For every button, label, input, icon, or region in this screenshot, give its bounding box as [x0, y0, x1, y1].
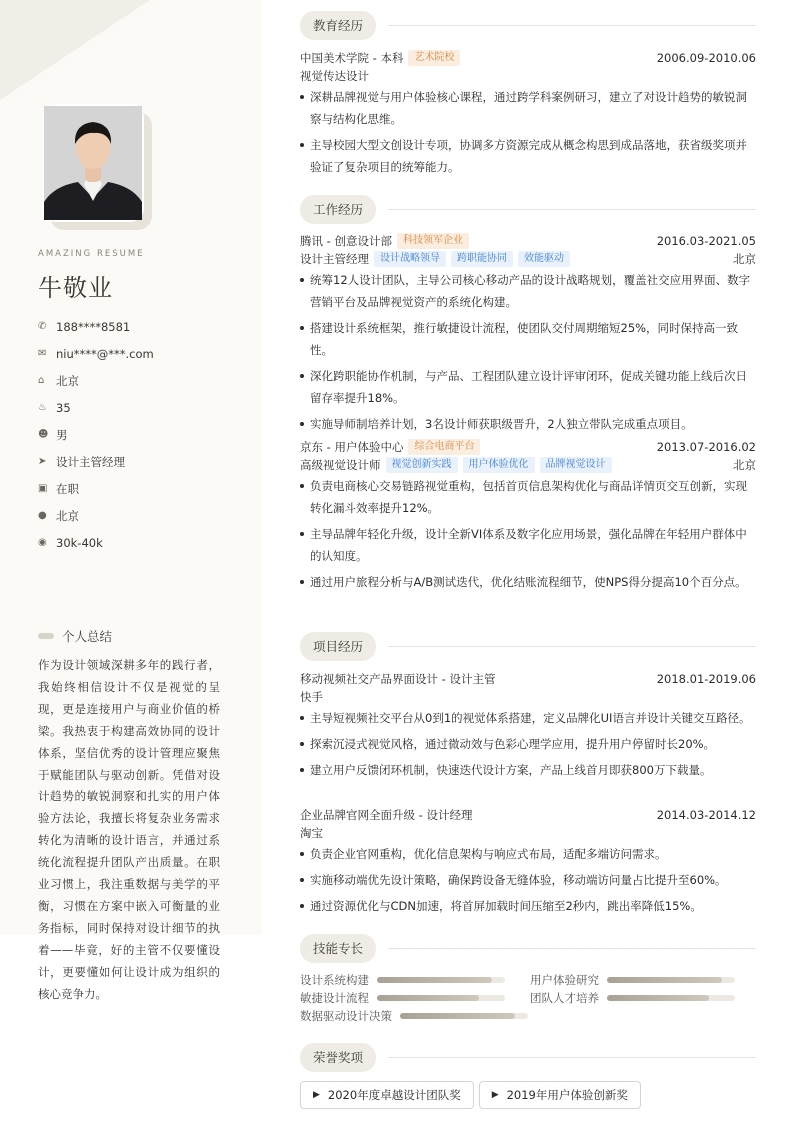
award-badge: ▶ 2020年度卓越设计团队奖 [300, 1081, 474, 1109]
location-icon: ● [38, 510, 47, 521]
section-work-header [300, 195, 756, 224]
play-triangle-icon: ▶ [491, 1090, 499, 1100]
role-tag: 效能驱动 [518, 251, 570, 267]
education-date: 2006.09-2010.06 [656, 51, 756, 65]
info-target-city: ● 北京 [38, 508, 79, 523]
summary-title: 个人总结 [62, 629, 113, 644]
major: 视觉传达设计 [300, 69, 369, 83]
section-education-header [300, 11, 756, 40]
section-divider [388, 25, 756, 26]
work-date: 2013.07-2016.02 [656, 440, 756, 454]
section-divider [388, 948, 756, 949]
project-entry [300, 806, 756, 921]
work-bullets [300, 475, 756, 593]
award-badge: ▶ 2019年用户体验创新奖 [479, 1081, 641, 1109]
info-age: ♨ 35 [38, 400, 71, 415]
list-item: 探索沉浸式视觉风格，通过微动效与色彩心理学应用，提升用户停留时长20%。 [300, 733, 756, 755]
summary-heading [38, 627, 112, 645]
avatar-frame [42, 104, 152, 230]
skill-bar [377, 977, 505, 983]
list-item: 通过资源优化与CDN加速，将首屏加载时间压缩至2秒内，跳出率降低15%。 [300, 895, 756, 917]
skill-item [300, 971, 505, 989]
skill-bar [400, 1013, 528, 1019]
info-phone: ✆ 188****8581 [38, 319, 131, 334]
info-status: ▣ 在职 [38, 481, 79, 496]
play-triangle-icon: ▶ [313, 1090, 320, 1100]
summary-heading-bar [38, 633, 54, 639]
list-item: 实施导师制培养计划，3名设计师获职级晋升，2人独立带队完成重点项目。 [300, 413, 756, 435]
list-item: 深化跨职能协作机制，与产品、工程团队建立设计评审闭环，促成关键功能上线后次日留存率提升18%。 [300, 365, 756, 409]
job-role: 高级视觉设计师 [300, 458, 381, 472]
section-honors-header [300, 1043, 756, 1072]
list-item: 通过用户旅程分析与A/B测试迭代，优化结账流程细节，使NPS得分提高10个百分点。 [300, 571, 756, 593]
sidebar [0, 0, 262, 1001]
company-tag: 科技领军企业 [397, 233, 469, 249]
phone-icon: ✆ [38, 321, 47, 332]
project-org: 快手 [300, 690, 323, 704]
skill-item [530, 971, 735, 989]
corner-decoration [0, 0, 150, 100]
resume-tagline: AMAZING RESUME [38, 249, 145, 259]
skill-label: 用户体验研究 [530, 973, 599, 987]
skill-label: 敏捷设计流程 [300, 991, 369, 1005]
company-name: 京东 - 用户体验中心 [300, 440, 404, 454]
list-item: 建立用户反馈闭环机制，快速迭代设计方案，产品上线首月即获800万下载量。 [300, 759, 756, 781]
project-entry [300, 670, 756, 785]
section-divider [388, 1057, 756, 1058]
section-divider [388, 209, 756, 210]
role-tag: 品牌视觉设计 [540, 457, 612, 473]
gender-icon: ☻ [38, 429, 49, 440]
info-residence: ⌂ 北京 [38, 373, 79, 388]
info-email: ✉ niu****@***.com [38, 346, 154, 361]
list-item: 实施移动端优先设计策略，确保跨设备无缝体验，移动端访问量占比提升至60%。 [300, 869, 756, 891]
section-title: 项目经历 [300, 632, 376, 661]
section-title: 技能专长 [300, 934, 376, 963]
info-target-position: ➤ 设计主管经理 [38, 454, 125, 469]
list-item: 负责电商核心交易链路视觉重构，包括首页信息架构优化与商品详情页交互创新，实现转化漏斗效率提升12%。 [300, 475, 756, 519]
job-city: 北京 [733, 458, 756, 472]
project-date: 2014.03-2014.12 [656, 808, 756, 822]
section-title: 荣誉奖项 [300, 1043, 376, 1072]
role-tag: 视觉创新实践 [386, 457, 458, 473]
role-tag: 设计战略领导 [374, 251, 446, 267]
education-entry [300, 49, 756, 182]
job-city: 北京 [733, 252, 756, 266]
skill-bar [607, 977, 735, 983]
avatar [42, 104, 144, 222]
skill-bar [377, 995, 505, 1001]
skill-label: 设计系统构建 [300, 973, 369, 987]
skill-bar [607, 995, 735, 1001]
job-role: 设计主管经理 [300, 252, 369, 266]
contact-info-list [38, 313, 154, 556]
list-item: 主导品牌年轻化升级，设计全新VI体系及数字化应用场景，强化品牌在年轻用户群体中的认知度。 [300, 523, 756, 567]
awards-list [300, 1081, 646, 1109]
role-tag: 跨职能协同 [451, 251, 513, 267]
project-bullets [300, 843, 756, 917]
school-name: 中国美术学院 - 本科 [300, 51, 404, 65]
section-title: 工作经历 [300, 195, 376, 224]
skill-label: 数据驱动设计决策 [300, 1009, 392, 1023]
work-entry [300, 438, 756, 597]
work-bullets [300, 269, 756, 435]
list-item: 主导校园大型文创设计专项，协调多方资源完成从概念构思到成品落地，获省级奖项并验证了复杂项目的统筹能力。 [300, 134, 756, 178]
home-icon: ⌂ [38, 375, 45, 386]
work-date: 2016.03-2021.05 [656, 234, 756, 248]
work-entry [300, 232, 756, 439]
skill-label: 团队人才培养 [530, 991, 599, 1005]
project-name: 企业品牌官网全面升级 - 设计经理 [300, 808, 473, 822]
section-divider [388, 646, 756, 647]
list-item: 主导短视频社交平台从0到1的视觉体系搭建，定义品牌化UI语言并设计关键交互路径。 [300, 707, 756, 729]
project-org: 淘宝 [300, 826, 323, 840]
project-bullets [300, 707, 756, 781]
summary-text: 作为设计领域深耕多年的践行者，我始终相信设计不仅是视觉的呈现，更是连接用户与商业价值的桥梁。我热衷于构建高效协同的设计体系，坚信优秀的设计管理应聚焦于赋能团队与驱动创新。凭借对设计趋势的敏锐洞察和扎实的用户体验方法论，我擅长将复杂业务需求转化为清晰的设计语言，并通过系统化流程提升团队产出质量。在职业习惯上，我注重数据与美学的平衡，习惯在方案中嵌入可衡量的业务指标，同时保持对设计细节的执着——毕竟，好的主管不仅要懂设计，更要懂如何让设计成为组织的核心竞争力。 [38, 658, 220, 1001]
section-title: 教育经历 [300, 11, 376, 40]
skill-item [530, 989, 735, 1007]
info-salary: ◉ 30k-40k [38, 535, 103, 550]
education-bullets [300, 86, 756, 178]
briefcase-icon: ▣ [38, 483, 48, 494]
list-item: 搭建设计系统框架，推行敏捷设计流程，使团队交付周期缩短25%，同时保持高一致性。 [300, 317, 756, 361]
cake-icon: ♨ [38, 402, 47, 413]
candidate-name: 牛敬业 [38, 274, 113, 302]
mail-icon: ✉ [38, 348, 47, 359]
portrait-photo [44, 106, 142, 220]
section-skills-header [300, 934, 756, 963]
role-tag: 用户体验优化 [463, 457, 535, 473]
school-tag: 艺术院校 [408, 50, 460, 66]
list-item: 统筹12人设计团队，主导公司核心移动产品的设计战略规划，覆盖社交应用界面、数字营销平台及品牌视觉资产的系统化构建。 [300, 269, 756, 313]
skill-item [300, 1007, 528, 1025]
company-tag: 综合电商平台 [408, 439, 480, 455]
skill-item [300, 989, 505, 1007]
project-date: 2018.01-2019.06 [656, 672, 756, 686]
section-projects-header [300, 632, 756, 661]
project-name: 移动视频社交产品界面设计 - 设计主管 [300, 672, 496, 686]
list-item: 负责企业官网重构，优化信息架构与响应式布局，适配多端访问需求。 [300, 843, 756, 865]
list-item: 深耕品牌视觉与用户体验核心课程，通过跨学科案例研习，建立了对设计趋势的敏锐洞察与结构化思维。 [300, 86, 756, 130]
money-icon: ◉ [38, 537, 47, 548]
info-gender: ☻ 男 [38, 427, 68, 442]
company-name: 腾讯 - 创意设计部 [300, 234, 392, 248]
send-icon: ➤ [38, 456, 47, 467]
